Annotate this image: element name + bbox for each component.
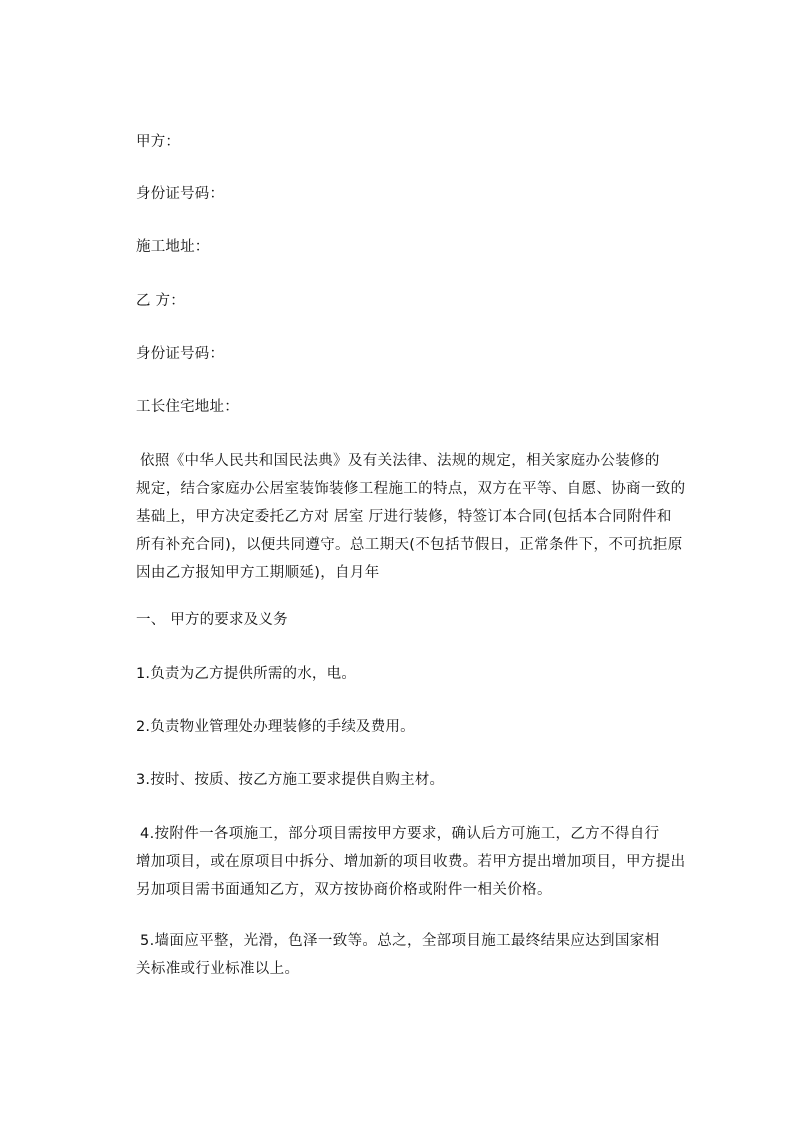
site-address-label: 施工地址： [136,239,210,255]
requirement-item-4 [136,820,698,904]
requirement-item-1: 1.负责为乙方提供所需的水，电。 [136,666,357,682]
party-b-id-label: 身份证号码： [136,346,225,362]
party-b-label: 乙 方： [136,293,185,309]
preamble-line: 基础上，甲方决定委托乙方对 居室 厅进行装修，特签订本合同(包括本合同附件和 [136,509,672,525]
item-5-line: 关标准或行业标准以上。 [136,961,300,977]
requirement-item-5 [136,927,698,983]
item-4-line: 4.按附件一各项施工，部分项目需按甲方要求，确认后方可施工，乙方不得自行 [140,826,660,842]
requirement-item-2: 2.负责物业管理处办理装修的手续及费用。 [136,719,415,735]
requirement-item-3: 3.按时、按质、按乙方施工要求提供自购主材。 [136,772,445,788]
party-a-id-label: 身份证号码： [136,186,225,202]
preamble-line: 因由乙方报知甲方工期顺延)，自月年 [136,565,380,581]
foreman-address-label: 工长住宅地址： [136,399,239,415]
item-4-line: 增加项目，或在原项目中拆分、增加新的项目收费。若甲方提出增加项目，甲方提出 [136,854,686,870]
party-a-label: 甲方： [136,134,181,150]
preamble-line: 所有补充合同)，以便共同遵守。总工期天(不包括节假日，正常条件下，不可抗拒原 [136,537,683,553]
preamble-paragraph [136,447,698,587]
item-5-line: 5.墙面应平整，光滑，色泽一致等。总之，全部项目施工最终结果应达到国家相 [140,933,660,949]
preamble-line: 依照《中华人民共和国民法典》及有关法律、法规的规定，相关家庭办公装修的 [140,453,660,469]
preamble-line: 规定，结合家庭办公居室装饰装修工程施工的特点，双方在平等、自愿、协商一致的 [136,481,686,497]
section-1-title: 一、 甲方的要求及义务 [136,612,288,628]
item-4-line: 另加项目需书面通知乙方，双方按协商价格或附件一相关价格。 [136,882,552,898]
